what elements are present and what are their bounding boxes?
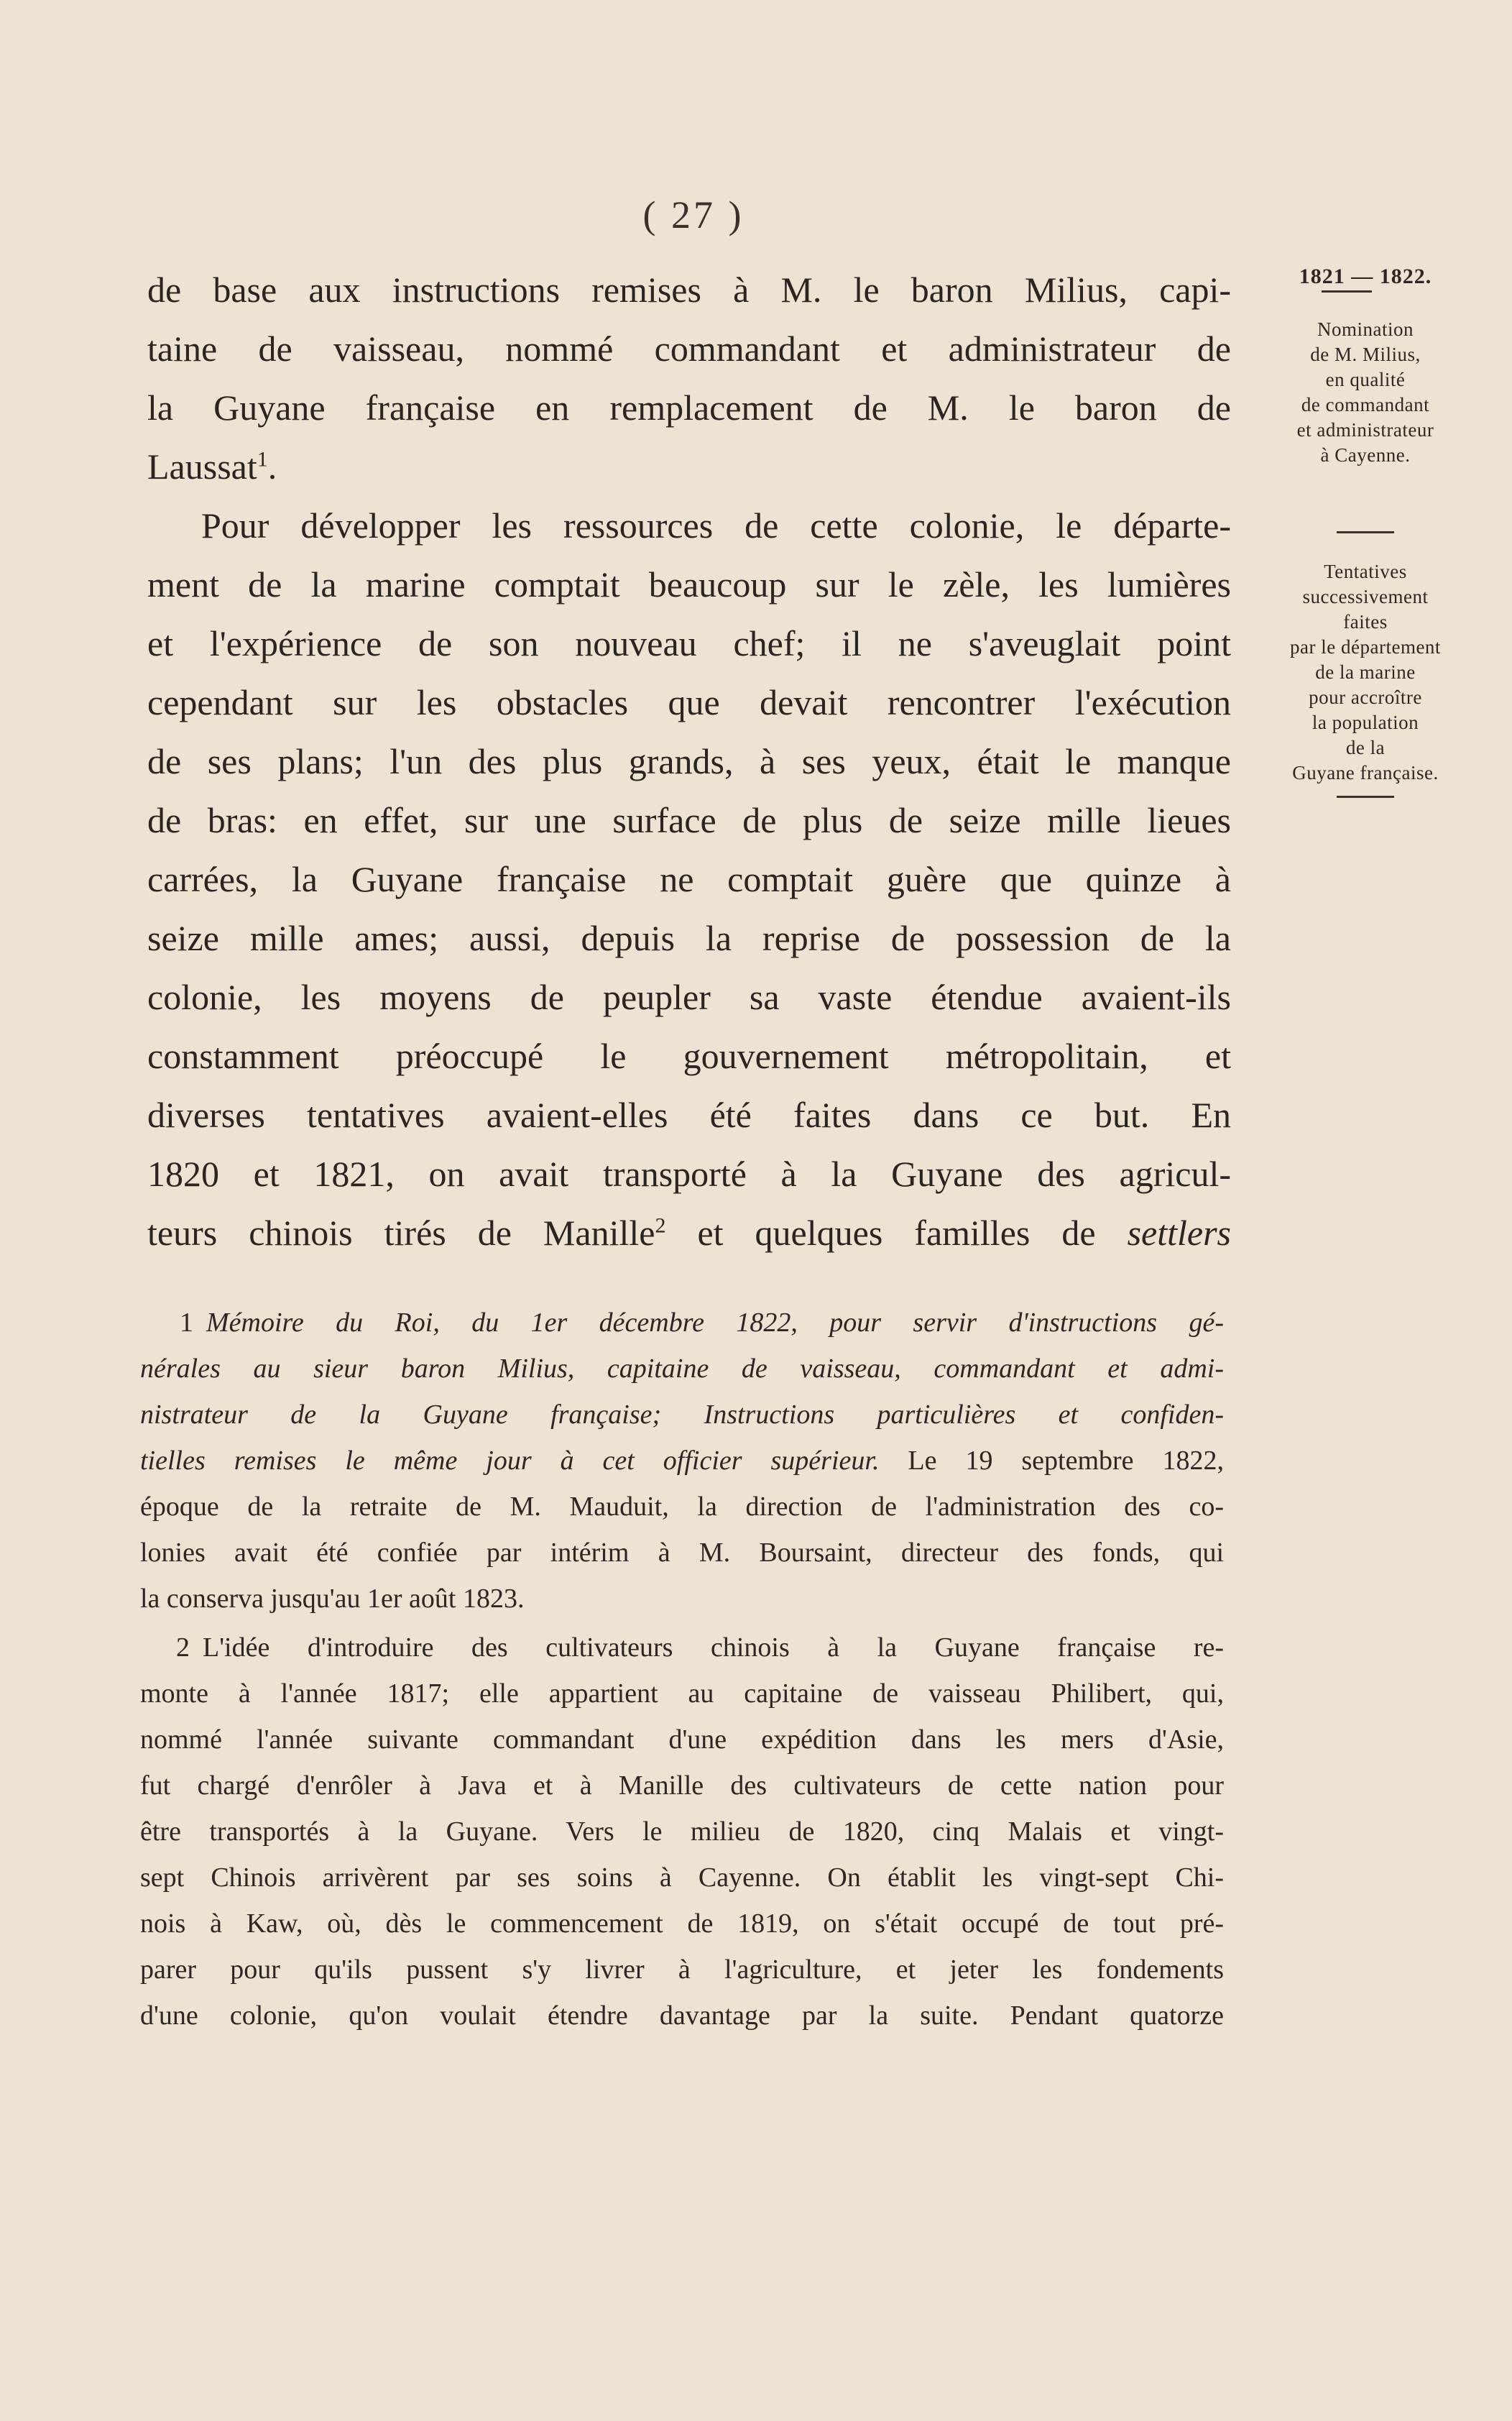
footnote-line: parer pour qu'ils pussent s'y livrer à l'agriculture, et jeter les fondements	[140, 1954, 1224, 1985]
margin-rule	[1337, 796, 1394, 798]
margin-note-nomination	[1254, 317, 1477, 468]
margin-line: faites	[1343, 611, 1388, 633]
footnote-line: la conserva jusqu'au 1er août 1823.	[140, 1584, 525, 1614]
margin-line: Guyane française.	[1292, 762, 1439, 784]
text-fragment: .	[267, 446, 277, 487]
text-fragment: Le 19 septembre 1822,	[879, 1446, 1225, 1476]
text-fragment: L'idée d'introduire des cultivateurs chinois à la Guyane française re-	[203, 1632, 1224, 1663]
text-fragment: teurs chinois tirés de Manille	[147, 1213, 655, 1253]
footnote-ref-2: 2	[655, 1213, 666, 1238]
text-fragment: et quelques familles de	[665, 1213, 1128, 1253]
text-line: diverses tentatives avaient-elles été faites dans ce but. En	[147, 1095, 1231, 1135]
text-line: carrées, la Guyane française ne comptait guère que quinze à	[147, 859, 1231, 899]
footnote-number: 1	[180, 1308, 193, 1338]
footnote-line: fut chargé d'enrôler à Java et à Manille des cultivateurs de cette nation pour	[140, 1770, 1224, 1801]
footnote-line: lonies avait été confiée par intérim à M. Boursaint, directeur des fonds, qui	[140, 1538, 1224, 1568]
footnote-line: nommé l'année suivante commandant d'une expédition dans les mers d'Asie,	[140, 1724, 1224, 1755]
margin-rule	[1337, 531, 1394, 533]
main-text	[147, 260, 1231, 1262]
text-line: seize mille ames; aussi, depuis la reprise de possession de la	[147, 918, 1231, 958]
text-line: constamment préoccupé le gouvernement métropolitain, et	[147, 1036, 1231, 1076]
margin-line: de la	[1345, 737, 1386, 758]
footnote-line: monte à l'année 1817; elle appartient au capitaine de vaisseau Philibert, qui,	[140, 1678, 1224, 1709]
text-line: et l'expérience de son nouveau chef; il ne s'aveuglait point	[147, 623, 1231, 663]
margin-note-tentatives	[1254, 559, 1477, 786]
footnote-2	[140, 1625, 1224, 2039]
margin-line: de commandant	[1301, 394, 1430, 415]
margin-line: de la marine	[1315, 661, 1416, 683]
footnote-1	[140, 1300, 1224, 1622]
footnote-line: nistrateur de la Guyane française; Instructions particulières et confiden-	[140, 1400, 1224, 1430]
footnote-number: 2	[176, 1632, 190, 1663]
footnote-line: nérales au sieur baron Milius, capitaine de vaisseau, commandant et admi-	[140, 1354, 1224, 1384]
text-line: de bras: en effet, sur une surface de plus de seize mille lieues	[147, 800, 1231, 840]
footnotes	[140, 1300, 1224, 2041]
text-line: taine de vaisseau, nommé commandant et administrateur de	[147, 329, 1231, 369]
margin-line: Tentatives	[1324, 561, 1407, 582]
margin-line: et administrateur	[1296, 419, 1434, 441]
margin-rule	[1322, 290, 1372, 293]
text-line: ment de la marine comptait beaucoup sur le zèle, les lumières	[147, 564, 1231, 605]
footnote-line	[140, 1300, 1224, 1346]
footnote-line: d'une colonie, qu'on voulait étendre davantage par la suite. Pendant quatorze	[140, 2000, 1224, 2031]
margin-line: en qualité	[1325, 369, 1406, 390]
margin-line: successivement	[1302, 586, 1429, 607]
text-line: colonie, les moyens de peupler sa vaste étendue avaient-ils	[147, 977, 1231, 1017]
margin-line: à Cayenne.	[1320, 444, 1411, 466]
footnote-line: époque de la retraite de M. Mauduit, la direction de l'administration des co-	[140, 1492, 1224, 1522]
margin-line: pour accroître	[1309, 686, 1422, 708]
text-fragment-italic: tielles remises le même jour à cet officier supérieur.	[140, 1446, 880, 1476]
page-number: ( 27 )	[642, 193, 745, 236]
margin-line: par le département	[1290, 636, 1441, 658]
paragraph-1	[147, 260, 1231, 496]
text-line: Pour développer les ressources de cette colonie, le départe-	[201, 505, 1231, 546]
footnote-line: nois à Kaw, où, dès le commencement de 1819, on s'était occupé de tout pré-	[140, 1908, 1224, 1939]
text-fragment-italic: settlers	[1127, 1213, 1231, 1253]
footnote-line	[140, 1625, 1224, 1671]
text-line: 1820 et 1821, on avait transporté à la Guyane des agricul-	[147, 1154, 1231, 1194]
text-line: cependant sur les obstacles que devait rencontrer l'exécution	[147, 682, 1231, 722]
text-fragment: Mémoire du Roi, du 1er décembre 1822, pour servir d'instructions gé-	[206, 1308, 1224, 1338]
text-line: de base aux instructions remises à M. le baron Milius, capi-	[147, 270, 1231, 310]
margin-notes	[1254, 265, 1477, 798]
margin-line: la population	[1312, 712, 1419, 733]
text-line	[147, 1203, 1231, 1262]
footnote-line: être transportés à la Guyane. Vers le milieu de 1820, cinq Malais et vingt-	[140, 1816, 1224, 1847]
margin-line: Nomination	[1317, 318, 1414, 340]
footnote-ref-1: 1	[257, 447, 268, 472]
text-line: de ses plans; l'un des plus grands, à ses yeux, était le manque	[147, 741, 1231, 781]
footnote-line	[140, 1438, 1224, 1484]
footnote-line: sept Chinois arrivèrent par ses soins à Cayenne. On établit les vingt-sept Chi-	[140, 1862, 1224, 1893]
text-fragment: Laussat	[147, 446, 257, 487]
margin-years: 1821 — 1822.	[1299, 265, 1432, 288]
text-line	[147, 437, 1231, 496]
text-line: la Guyane française en remplacement de M. le baron de	[147, 387, 1231, 428]
paragraph-2	[147, 496, 1231, 1262]
margin-line: de M. Milius,	[1310, 344, 1421, 365]
